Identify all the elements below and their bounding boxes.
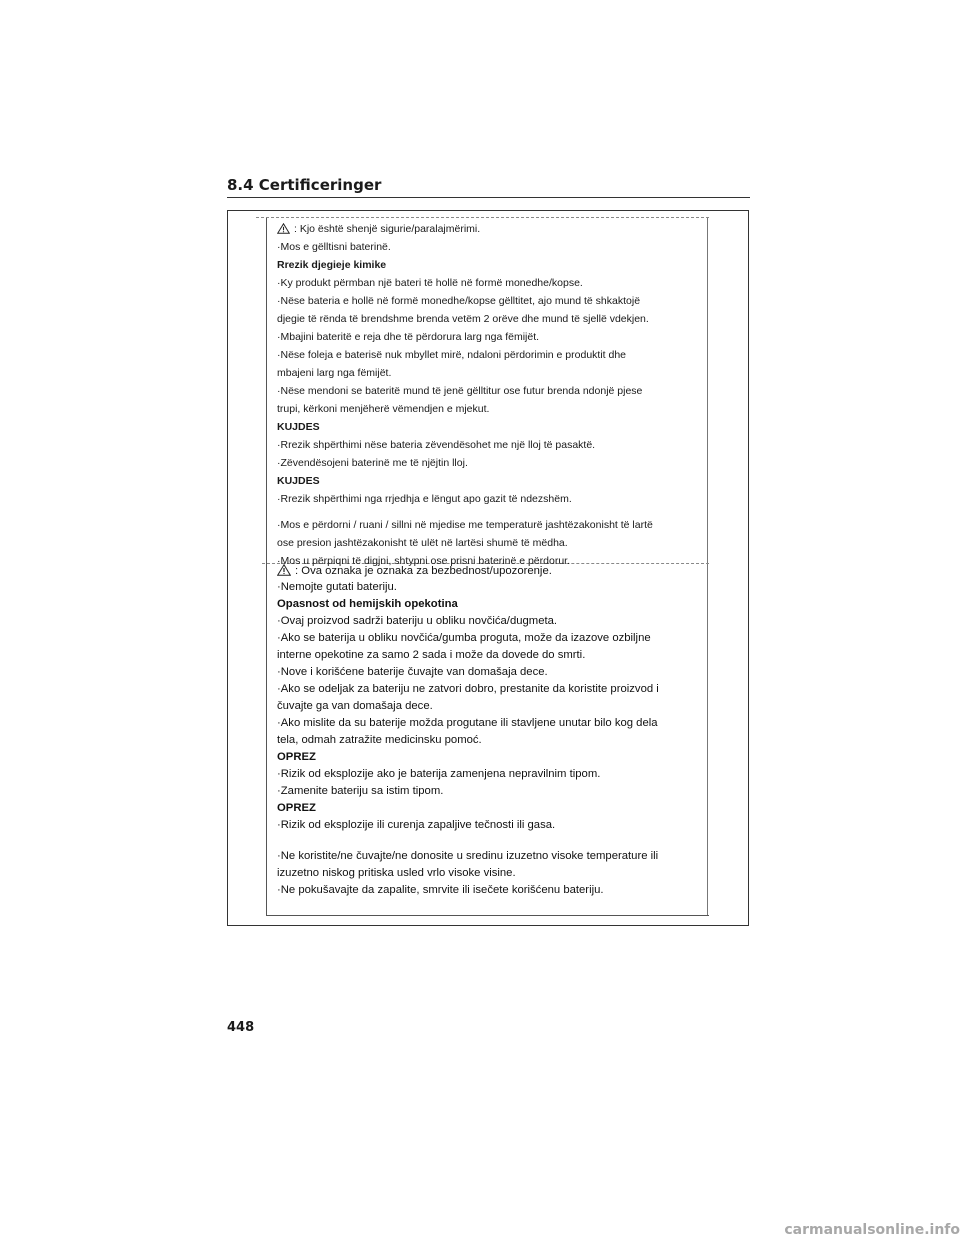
albanian-text-line: ·Mbajini bateritë e reja dhe të përdorura larg nga fëmijët. (277, 331, 540, 343)
albanian-text-line: ·Mos e përdorni / ruani / sillni në mjedise me temperaturë jashtëzakonisht të lartë (277, 519, 653, 531)
albanian-text-line: trupi, kërkoni menjëherë vëmendjen e mjekut. (277, 403, 490, 415)
albanian-heading: KUJDES (277, 475, 320, 487)
albanian-heading: KUJDES (277, 421, 320, 433)
serbian-text-line: ·Nove i korišćene baterije čuvajte van domašaja dece. (277, 666, 548, 678)
albanian-warning-text: : Kjo është shenjë sigurie/paralajmërimi. (294, 223, 481, 235)
serbian-text-line: ·Ako se baterija u obliku novčića/gumba proguta, može da izazove ozbiljne (277, 632, 651, 644)
albanian-text-line: ·Nëse mendoni se bateritë mund të jenë gëlltitur ose futur brenda ndonjë pjese (277, 385, 643, 397)
serbian-text-line: čuvajte ga van domašaja dece. (277, 700, 433, 712)
serbian-warning-line (277, 564, 552, 578)
albanian-text-line: mbajeni larg nga fëmijët. (277, 367, 392, 379)
albanian-heading: Rrezik djegieje kimike (277, 259, 387, 271)
serbian-text-line: ·Ako se odeljak za bateriju ne zatvori dobro, prestanite da koristite proizvod i (277, 683, 659, 695)
serbian-heading: OPREZ (277, 751, 316, 763)
albanian-text-line: ·Zëvendësojeni baterinë me të njëjtin lloj. (277, 457, 468, 469)
warning-triangle-icon (277, 223, 290, 234)
albanian-text-line: ·Ky produkt përmban një bateri të hollë në formë monedhe/kopse. (277, 277, 583, 289)
watermark: carmanualsonline.info (784, 1222, 960, 1238)
serbian-warning-text: : Ova oznaka je oznaka za bezbednost/upozorenje. (295, 565, 552, 577)
albanian-warning-line (277, 223, 480, 236)
serbian-text-line: ·Zamenite bateriju sa istim tipom. (277, 785, 444, 797)
albanian-text-line: ·Rrezik shpërthimi nga rrjedhja e lëngut apo gazit të ndezshëm. (277, 493, 572, 505)
serbian-text-line: ·Ako mislite da su baterije možda progutane ili stavljene unutar bilo kog dela (277, 717, 658, 729)
serbian-text-line: izuzetno niskog pritiska usled vrlo visoke visine. (277, 867, 516, 879)
serbian-text-line: interne opekotine za samo 2 sada i može da dovede do smrti. (277, 649, 586, 661)
title-divider (227, 197, 750, 198)
albanian-text-line: ·Rrezik shpërthimi nëse bateria zëvendësohet me një lloj të pasaktë. (277, 439, 596, 451)
section-title: 8.4 Certificeringer (227, 176, 382, 194)
serbian-heading: Opasnost od hemijskih opekotina (277, 598, 458, 610)
albanian-text-line: ·Mos u përpiqni të digjni, shtypni ose prisni baterinë e përdorur. (277, 555, 570, 567)
serbian-text-line: ·Ne koristite/ne čuvajte/ne donosite u sredinu izuzetno visoke temperature ili (277, 850, 659, 862)
albanian-text-line: ·Nëse foleja e baterisë nuk mbyllet mirë, ndaloni përdorimin e produktit dhe (277, 349, 627, 361)
scan-top-border (256, 217, 709, 218)
warning-triangle-icon (277, 564, 291, 576)
albanian-text-line: djegie të rënda të brendshme brenda vetëm 2 orëve dhe mund të sjellë vdekjen. (277, 313, 649, 325)
serbian-heading: OPREZ (277, 802, 316, 814)
scan-bottom-border (266, 915, 709, 916)
albanian-text-line: ·Nëse bateria e hollë në formë monedhe/kopse gëlltitet, ajo mund të shkaktojë (277, 295, 641, 307)
serbian-text-line: tela, odmah zatražite medicinsku pomoć. (277, 734, 482, 746)
serbian-text-line: ·Ovaj proizvod sadrži bateriju u obliku novčića/dugmeta. (277, 615, 558, 627)
serbian-text-line: ·Rizik od eksplozije ako je baterija zamenjena nepravilnim tipom. (277, 768, 601, 780)
page-number: 448 (227, 1020, 255, 1035)
albanian-text-line: ose presion jashtëzakonisht të ulët në lartësi shumë të mëdha. (277, 537, 568, 549)
serbian-text-line: ·Rizik od eksplozije ili curenja zapaljive tečnosti ili gasa. (277, 819, 556, 831)
albanian-text-line: ·Mos e gëlltisni baterinë. (277, 241, 391, 253)
serbian-text-line: ·Nemojte gutati bateriju. (277, 581, 397, 593)
serbian-text-line: ·Ne pokušavajte da zapalite, smrvite ili isečete korišćenu bateriju. (277, 884, 604, 896)
